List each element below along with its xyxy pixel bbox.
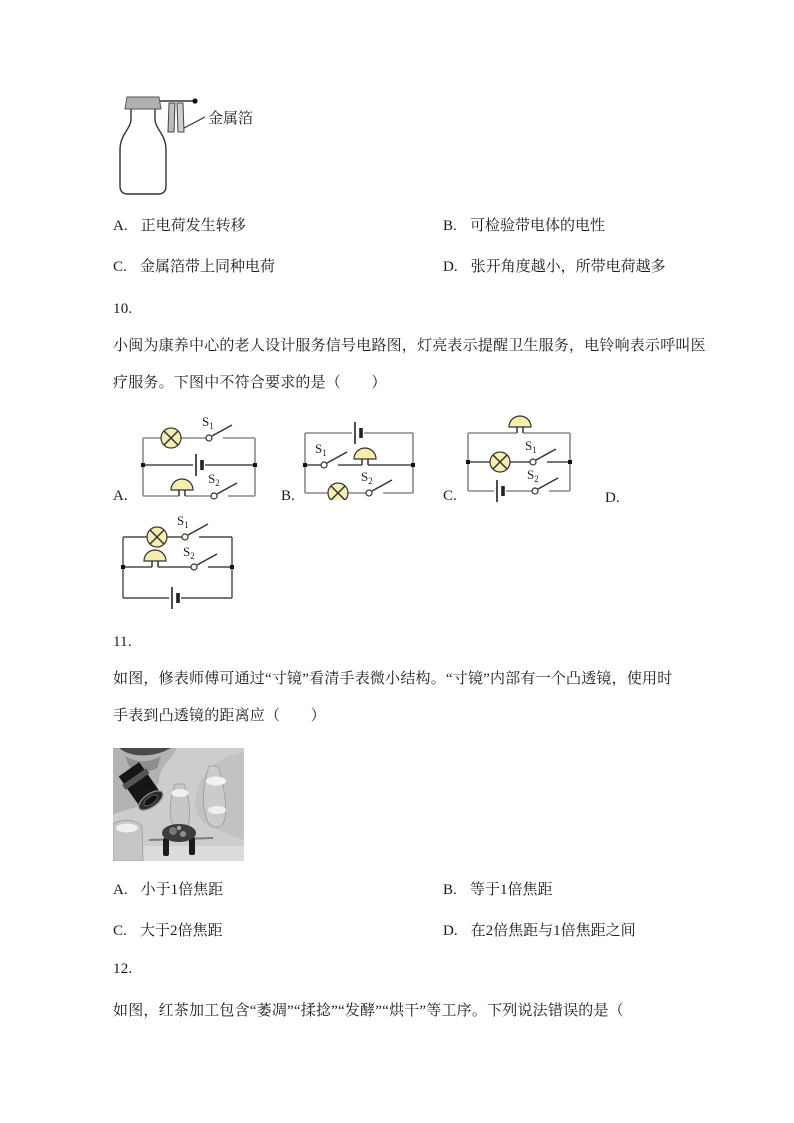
option-text: 等于1倍焦距 [470,882,553,898]
option-text: 小于1倍焦距 [140,882,224,898]
switch-s1-label: $S_1$ [525,438,537,455]
switch-blade-icon [538,478,558,489]
bell-icon [144,550,166,561]
switch-s2-label: $S_2$ [208,471,220,488]
switch-blade-icon [212,425,232,436]
q9-option-c [113,255,275,276]
circuit-diagram-d [119,509,235,615]
option-letter: B. [443,218,457,234]
electroscope-figure [116,92,286,204]
foil-label: 金属箔 [208,111,254,127]
question-11-text-line-1: 如图，修表师傅可通过“寸镜”看清手表微小结构。“寸镜”内部有一个凸透镜，使用时 [113,671,673,687]
switch-pivot-icon [191,564,197,570]
switch-s1-label: $S_1$ [202,414,214,431]
q11-option-c [113,919,223,940]
finger-cot-icon [206,777,226,786]
switch-blade-icon [197,554,217,565]
circuit-a-label: A. [113,488,128,504]
foil-strip-icon [177,103,184,132]
lamp-icon [328,483,348,500]
circuit-c-label: C. [443,488,457,504]
q9-option-b [443,214,605,235]
label-pointer-line [184,117,205,128]
question-12-number: 12. [113,961,133,977]
switch-s2-label: $S_2$ [527,467,539,484]
option-text: 金属箔带上同种电荷 [140,259,276,275]
switch-blade-icon [188,524,208,535]
option-letter: B. [443,882,457,898]
question-11-number: 11. [113,634,132,650]
bell-icon [354,448,376,459]
option-text: 正电荷发生转移 [140,218,246,234]
rod-knob-icon [192,98,197,103]
option-letter: A. [113,218,128,234]
question-11-text-line-2: 手表到凸透镜的距离应（ ） [113,708,326,724]
option-letter: A. [113,882,128,898]
switch-s1-label: $S_1$ [177,513,189,530]
question-10-text-line-2: 疗服务。下图中不符合要求的是（ ） [113,375,387,391]
question-10-number: 10. [113,301,133,317]
switch-s2-label: $S_2$ [183,544,195,561]
switch-s1-label: $S_1$ [315,441,327,458]
switch-pivot-icon [530,459,536,465]
switch-blade-icon [217,483,237,494]
switch-blade-icon [536,449,556,460]
switch-pivot-icon [532,488,538,494]
switch-blade-icon [372,480,392,491]
q11-option-a [113,878,223,899]
option-letter: D. [443,923,458,939]
switch-pivot-icon [321,462,327,468]
circuit-d-label: D. [605,490,620,506]
foil-strip-icon [168,103,175,132]
option-letter: C. [113,923,127,939]
finger-cot-icon [116,824,138,833]
switch-pivot-icon [366,490,372,496]
stopper-icon [125,97,161,109]
switch-pivot-icon [206,435,212,441]
switch-s2-label: $S_2$ [361,469,373,486]
question-12-text-line-1: 如图，红茶加工包含“萎凋”“揉捻”“发酵”“烘干”等工序。下列说法错误的是（ [113,1003,624,1019]
bottle-outline [120,109,166,194]
q9-option-d [443,255,666,276]
bell-icon [509,416,531,427]
q11-option-d [443,919,636,940]
question-10-text-line-1: 小闽为康养中心的老人设计服务信号电路图，灯亮表示提醒卫生服务，电铃响表示呼叫医 [113,338,706,354]
q9-option-a [113,214,246,235]
option-letter: D. [443,259,458,275]
finger-cot-icon [208,806,226,814]
option-text: 张开角度越小，所带电荷越多 [470,259,666,275]
option-text: 大于2倍焦距 [140,923,223,939]
option-text: 在2倍焦距与1倍焦距之间 [470,923,636,939]
finger-cot-icon [172,789,189,797]
switch-blade-icon [327,452,347,463]
watch-repair-photo [113,748,244,861]
circuit-b-label: B. [281,488,295,504]
circuit-diagram-a [120,412,260,508]
q11-option-b [443,878,553,899]
option-letter: C. [113,259,127,275]
switch-pivot-icon [182,534,188,540]
switch-pivot-icon [211,493,217,499]
circuit-diagram-b [302,412,417,500]
circuit-diagram-c [464,409,574,507]
bell-icon [171,479,193,490]
option-text: 可检验带电体的电性 [470,218,606,234]
